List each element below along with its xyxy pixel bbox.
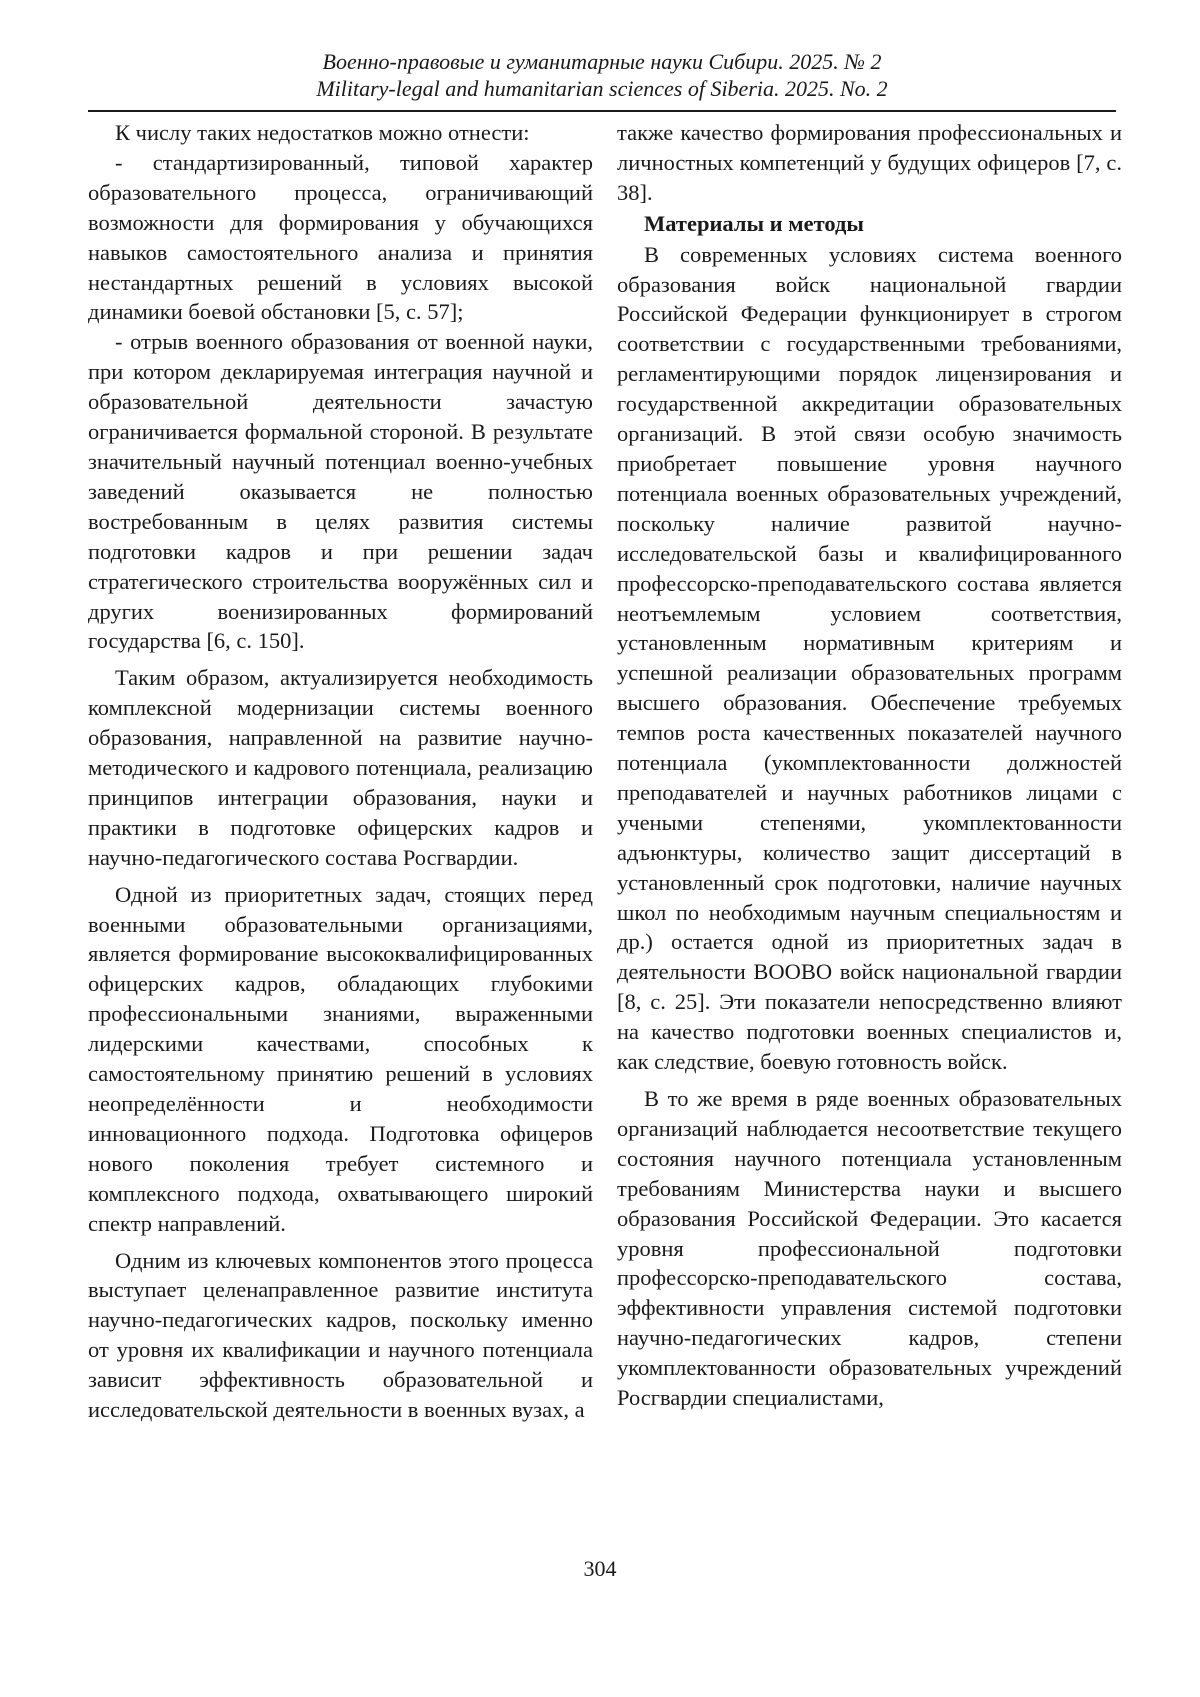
section-heading: Материалы и методы [644, 210, 864, 236]
body-paragraph: В современных условиях система военного образования войск национальной гвардии Российской Федерации функционирует в строгом соответствии с государственными требованиями, регламентирующими порядок лицензирования и государственной аккредитации образовательных организаций. В этой связи особую значимость приобретает повышение уровня научного потенциала военных образовательных учреждений, поскольку наличие развитой научно-исследовательской базы и квалифицированного профессорско-преподавательского состава является неотъемлемым условием соответствия, установленным нормативным критериям и успешной реализации образовательных программ высшего образования. Обеспечение требуемых темпов роста качественных показателей научного потенциала (укомплектованности должностей преподавателей и научных работников лицами с учеными степенями, укомплектованности адъюнктуры, количество защит диссертаций в установленный срок подготовки, наличие научных школ по необходимым научным специальностям и др.) остается одной из приоритетных задач в деятельности ВООВО войск национальной гвардии [8, с. 25]. Эти показатели непосредственно влияют на качество подготовки военных специалистов и, как следствие, боевую готовность войск. [617, 241, 1122, 1075]
running-header [88, 48, 1116, 102]
body-paragraph: Одним из ключевых компонентов этого процесса выступает целенаправленное развитие института научно-педагогических кадров, поскольку именно от уровня их квалификации и научного потенциала зависит эффективность образовательной и исследовательской деятельности в военных вузах, а [88, 1247, 593, 1423]
left-column [88, 118, 593, 1425]
continued-paragraph: также качество формирования профессиональных и личностных компетенций у будущих офицеров [7, с. 38]. [617, 120, 1122, 205]
list-item: - стандартизированный, типовой характер образовательного процесса, ограничивающий возможности для формирования у обучающихся навыков самостоятельного анализа и принятия нестандартных решений в условиях высокой динамики боевой обстановки [5, с. 57]; [88, 149, 593, 325]
right-column [617, 118, 1122, 1413]
body-paragraph: В то же время в ряде военных образовательных организаций наблюдается несоответствие текущего состояния научного потенциала установленным требованиям Министерства науки и высшего образования Российской Федерации. Это касается уровня профессиональной подготовки профессорско-преподавательского состава, эффективности управления системой подготовки научно-педагогических кадров, степени укомплектованности образовательных учреждений Росгвардии специалистами, [617, 1086, 1122, 1411]
list-item: - отрыв военного образования от военной науки, при котором декларируемая интеграция научной и образовательной деятельности зачастую ограничивается формальной стороной. В результате значительный научный потенциал военно-учебных заведений оказывается не полностью востребованным в целях развития системы подготовки кадров и при решении задач стратегического строительства вооружённых сил и других военизированных формирований государства [6, с. 150]. [88, 329, 593, 654]
body-paragraph: Одной из приоритетных задач, стоящих перед военными образовательными организациями, является формирование высококвалифицированных офицерских кадров, обладающих глубокими профессиональными знаниями, выраженными лидерскими качествами, способных к самостоятельному принятию решений в условиях неопределённости и необходимости инновационного подхода. Подготовка офицеров нового поколения требует системного и комплексного подхода, охватывающего широкий спектр направлений. [88, 881, 593, 1236]
list-intro: К числу таких недостатков можно отнести: [115, 120, 530, 145]
body-paragraph: Таким образом, актуализируется необходимость комплексной модернизации системы военного образования, направленной на развитие научно-методического и кадрового потенциала, реализацию принципов интеграции образования, науки и практики в подготовке офицерских кадров и научно-педагогического состава Росгвардии. [88, 665, 593, 870]
journal-title-ru: Военно-правовые и гуманитарные науки Сибири. 2025. № 2 [322, 49, 882, 74]
journal-title-en: Military-legal and humanitarian sciences of Siberia. 2025. No. 2 [316, 76, 888, 101]
header-rule [88, 110, 1116, 112]
page-number: 304 [583, 1556, 617, 1581]
